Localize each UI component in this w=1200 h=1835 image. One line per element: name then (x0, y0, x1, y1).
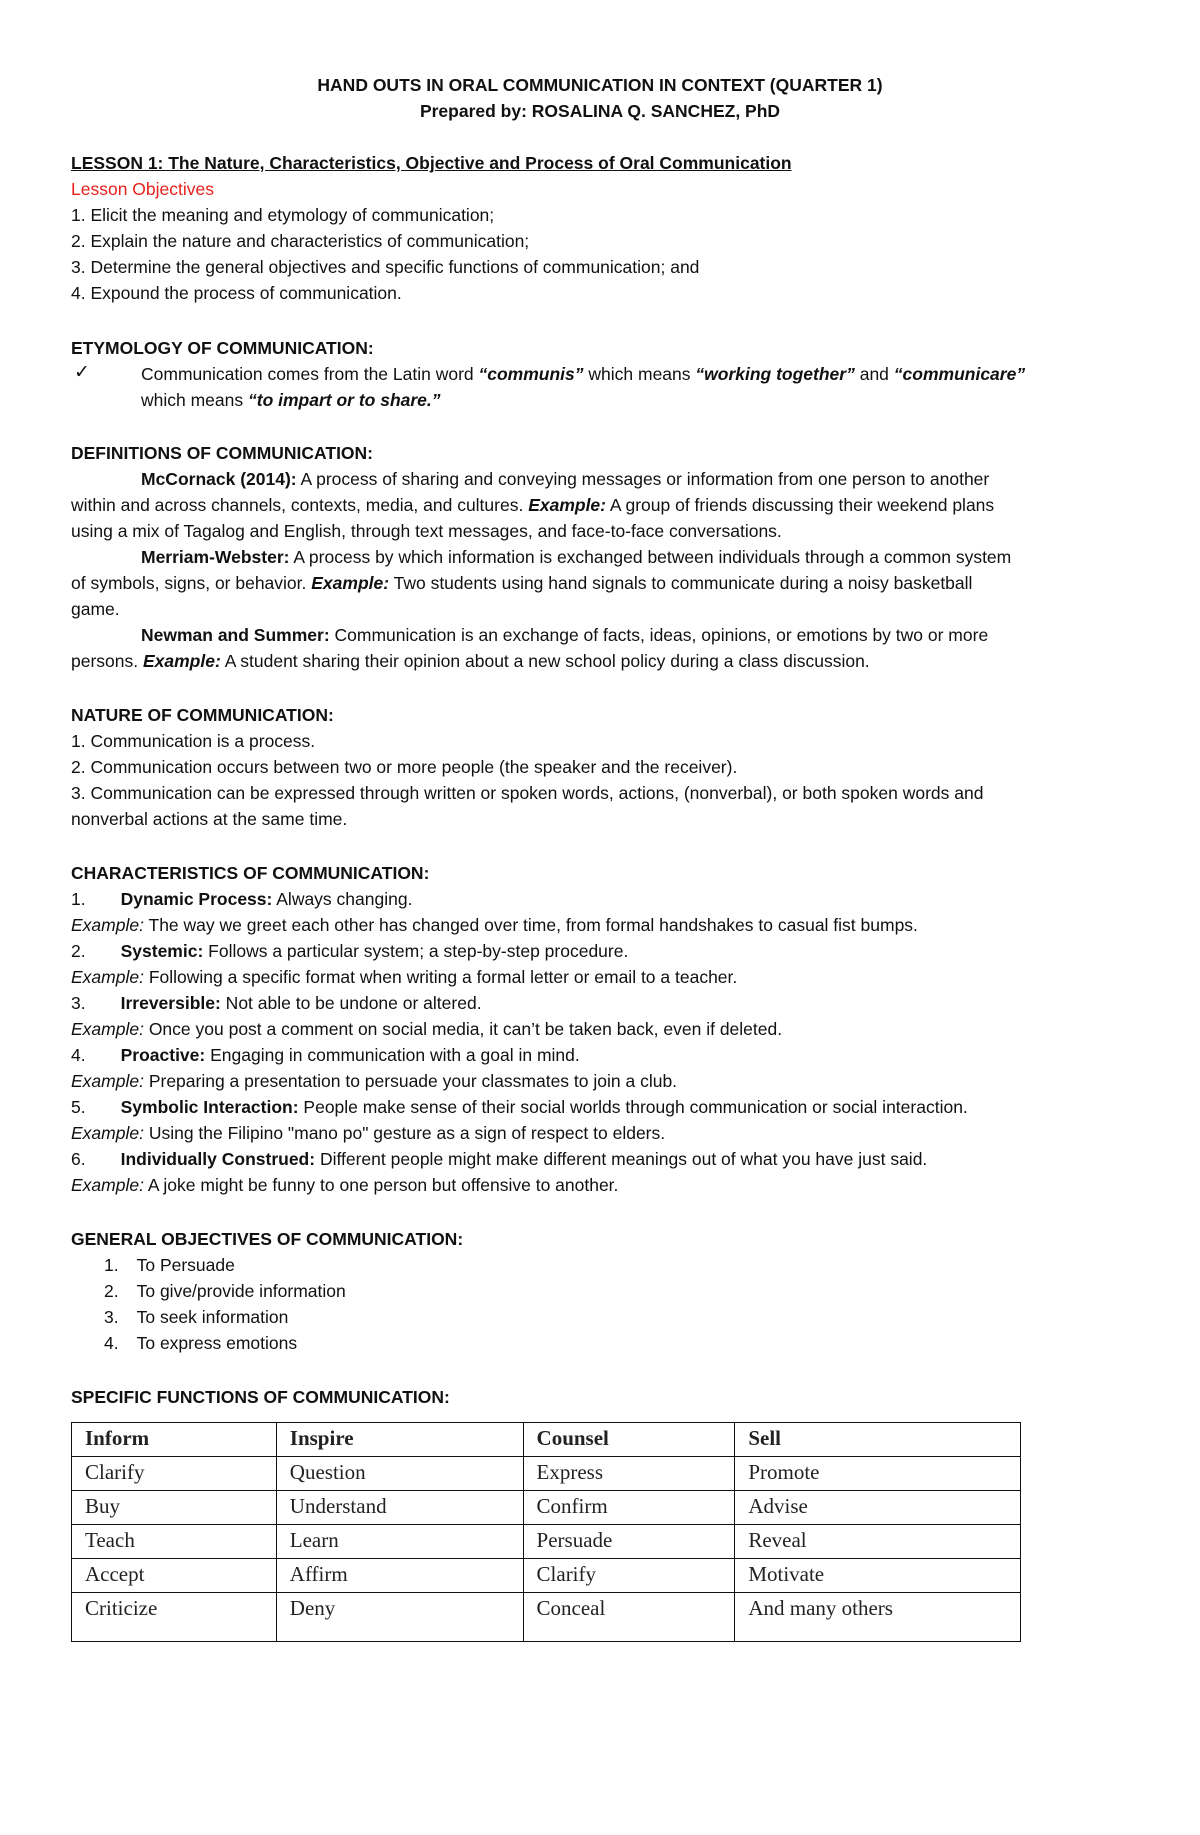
nature-item-2: 2. Communication occurs between two or more people (the speaker and the receiver). (71, 757, 738, 777)
lesson-objective-3: 3. Determine the general objectives and specific functions of communication; and (71, 257, 700, 277)
table-cell: Motivate (735, 1559, 1021, 1593)
characteristic-6: 6. Individually Construed: Different people might make different meanings out of what you have just said. (71, 1149, 928, 1169)
lesson-objective-2: 2. Explain the nature and characteristics of communication; (71, 231, 530, 251)
table-cell: Express (523, 1457, 735, 1491)
table-row (72, 1457, 1021, 1491)
table-cell: Inform (72, 1423, 277, 1457)
functions-table (71, 1422, 1021, 1642)
general-objective-3: 3. To seek information (104, 1307, 289, 1327)
nature-heading: NATURE OF COMMUNICATION: (71, 705, 334, 725)
table-cell: Question (276, 1457, 523, 1491)
characteristics-heading: CHARACTERISTICS OF COMMUNICATION: (71, 863, 430, 883)
characteristic-3-example: Example: Once you post a comment on social media, it can’t be taken back, even if deleted. (71, 1019, 783, 1039)
table-cell: Learn (276, 1525, 523, 1559)
table-header-row (72, 1423, 1021, 1457)
general-objective-2: 2. To give/provide information (104, 1281, 346, 1301)
table-cell: Advise (735, 1491, 1021, 1525)
characteristic-6-example: Example: A joke might be funny to one person but offensive to another. (71, 1175, 619, 1195)
characteristic-5: 5. Symbolic Interaction: People make sense of their social worlds through communication or social interaction. (71, 1097, 968, 1117)
table-cell: Reveal (735, 1525, 1021, 1559)
table-cell: Promote (735, 1457, 1021, 1491)
characteristic-5-example: Example: Using the Filipino "mano po" gesture as a sign of respect to elders. (71, 1123, 666, 1143)
characteristic-4-example: Example: Preparing a presentation to persuade your classmates to join a club. (71, 1071, 678, 1091)
general-objectives-heading: GENERAL OBJECTIVES OF COMMUNICATION: (71, 1229, 464, 1249)
definition-mccornack: McCornack (2014): A process of sharing and conveying messages or information from one person to another (141, 469, 990, 489)
general-objective-4: 4. To express emotions (104, 1333, 298, 1353)
check-icon: ✓ (74, 362, 90, 383)
lesson-objectives-label: Lesson Objectives (71, 179, 214, 199)
nature-item-1: 1. Communication is a process. (71, 731, 316, 751)
table-row (72, 1593, 1021, 1642)
definition-mccornack-line-3: using a mix of Tagalog and English, through text messages, and face-to-face conversations. (71, 521, 782, 541)
table-cell: Affirm (276, 1559, 523, 1593)
table-cell: Accept (72, 1559, 277, 1593)
specific-functions-heading: SPECIFIC FUNCTIONS OF COMMUNICATION: (71, 1387, 450, 1407)
table-cell: Clarify (523, 1559, 735, 1593)
definition-merriam-line-2: of symbols, signs, or behavior. Example: Two students using hand signals to communicate during a noisy basketball (71, 573, 973, 593)
nature-item-3: 3. Communication can be expressed through written or spoken words, actions, (nonverbal), or both spoken words and (71, 783, 984, 803)
table-row (72, 1525, 1021, 1559)
table-cell: Understand (276, 1491, 523, 1525)
characteristic-1: 1. Dynamic Process: Always changing. (71, 889, 413, 909)
definition-newman-line-2: persons. Example: A student sharing their opinion about a new school policy during a class discussion. (71, 651, 870, 671)
definition-merriam-line-3: game. (71, 599, 120, 619)
definition-mccornack-line-2: within and across channels, contexts, media, and cultures. Example: A group of friends discussing their weekend plans (71, 495, 995, 515)
definition-merriam: Merriam-Webster: A process by which information is exchanged between individuals through a common system (141, 547, 1012, 567)
table-cell: Counsel (523, 1423, 735, 1457)
characteristic-2-example: Example: Following a specific format when writing a formal letter or email to a teacher. (71, 967, 738, 987)
table-cell: Clarify (72, 1457, 277, 1491)
table-cell: Persuade (523, 1525, 735, 1559)
table-row (72, 1491, 1021, 1525)
characteristic-4: 4. Proactive: Engaging in communication with a goal in mind. (71, 1045, 580, 1065)
definitions-heading: DEFINITIONS OF COMMUNICATION: (71, 443, 374, 463)
characteristic-1-example: Example: The way we greet each other has changed over time, from formal handshakes to casual fist bumps. (71, 915, 918, 935)
etymology-line-2: which means “to impart or to share.” (141, 390, 441, 410)
table-cell: Confirm (523, 1491, 735, 1525)
table-cell: Deny (276, 1593, 523, 1642)
document-title: HAND OUTS IN ORAL COMMUNICATION IN CONTEXT (QUARTER 1) (317, 75, 883, 95)
prepared-by: Prepared by: ROSALINA Q. SANCHEZ, PhD (419, 101, 781, 121)
characteristic-3: 3. Irreversible: Not able to be undone or altered. (71, 993, 482, 1013)
characteristic-2: 2. Systemic: Follows a particular system; a step-by-step procedure. (71, 941, 629, 961)
table-cell: Teach (72, 1525, 277, 1559)
lesson-title: LESSON 1: The Nature, Characteristics, Objective and Process of Oral Communication (71, 153, 792, 173)
definition-newman: Newman and Summer: Communication is an exchange of facts, ideas, opinions, or emotions by two or more (141, 625, 989, 645)
table-cell: Conceal (523, 1593, 735, 1642)
etymology-heading: ETYMOLOGY OF COMMUNICATION: (71, 338, 374, 358)
nature-item-3-cont: nonverbal actions at the same time. (71, 809, 348, 829)
table-cell: Buy (72, 1491, 277, 1525)
general-objective-1: 1. To Persuade (104, 1255, 235, 1275)
lesson-objective-4: 4. Expound the process of communication. (71, 283, 402, 303)
table-cell: Criticize (72, 1593, 277, 1642)
table-cell: And many others (735, 1593, 1021, 1642)
table-cell: Inspire (276, 1423, 523, 1457)
etymology-line-1: Communication comes from the Latin word “communis” which means “working together” and “communicare” (141, 364, 1026, 384)
lesson-objective-1: 1. Elicit the meaning and etymology of communication; (71, 205, 495, 225)
table-row (72, 1559, 1021, 1593)
table-cell: Sell (735, 1423, 1021, 1457)
